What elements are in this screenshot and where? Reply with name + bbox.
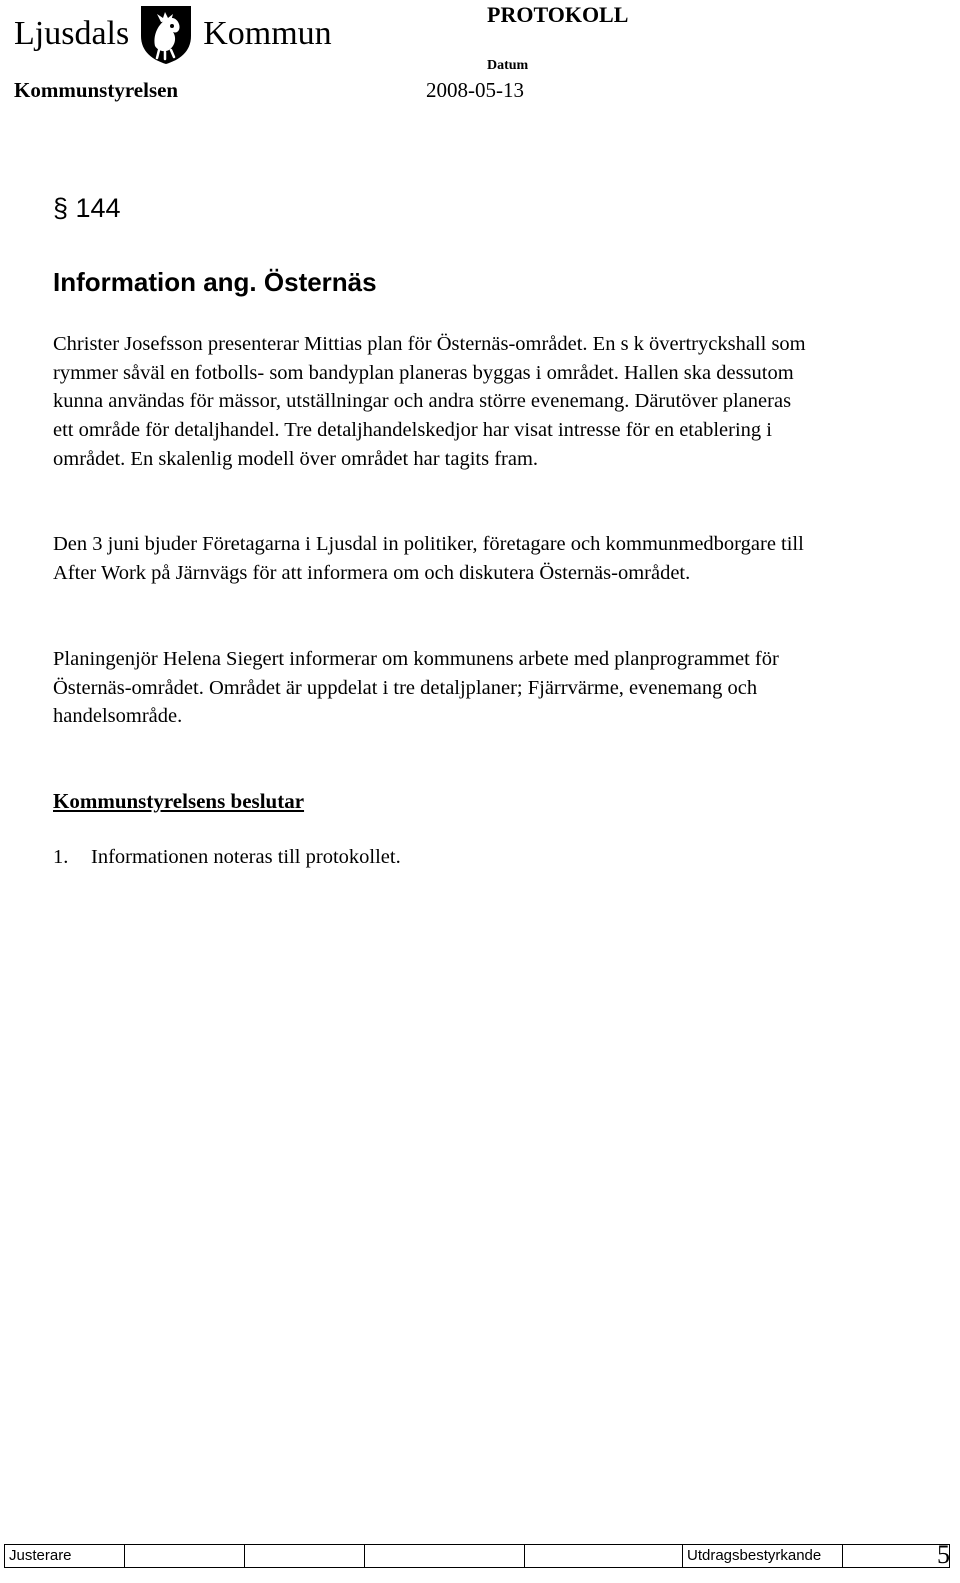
decision-list <box>53 843 401 871</box>
footer-cell <box>843 1545 949 1567</box>
document-type: PROTOKOLL <box>487 2 629 27</box>
logo-word-left: Ljusdals <box>14 15 130 52</box>
organization-name: Kommunstyrelsen <box>14 78 179 102</box>
footer-cell-utdragsbestyrkande: Utdragsbestyrkande <box>683 1545 843 1567</box>
body-paragraph: Christer Josefsson presenterar Mittias plan för Östernäs-området. En s k övertryckshall som rymmer såväl en fotbolls- som bandyplan planeras byggas i området. Hallen ska dessutom kunna användas för mässor, utställningar och andra större evenemang. Därutöver planeras ett område för detaljhandel. Tre detaljhandelskedjor har visat intresse för en etablering i området. En skalenlig modell över området har tagits fram. <box>53 333 806 470</box>
municipality-logo <box>14 2 332 66</box>
footer-cell <box>525 1545 683 1567</box>
signature-footer <box>4 1544 950 1568</box>
body-paragraph: Den 3 juni bjuder Företagarna i Ljusdal in politiker, företagare och kommunmedborgare till After Work på Järnvägs för att informera om och diskutera Östernäs-området. <box>53 533 804 584</box>
section-title: Information ang. Östernäs <box>53 267 377 297</box>
date-value: 2008-05-13 <box>426 78 524 102</box>
logo-word-right: Kommun <box>203 15 332 52</box>
footer-cell-justerare: Justerare <box>5 1545 125 1567</box>
footer-cell <box>365 1545 525 1567</box>
decision-text: Informationen noteras till protokollet. <box>91 846 401 868</box>
footer-cell <box>245 1545 365 1567</box>
section-number: § 144 <box>53 193 121 223</box>
date-label: Datum <box>487 58 529 73</box>
body-paragraph: Planingenjör Helena Siegert informerar om kommunens arbete med planprogrammet för Östernäs-området. Området är uppdelat i tre detaljplaner; Fjärrvärme, evenemang och handelsområde. <box>53 648 779 728</box>
decision-number: 1. <box>53 846 69 868</box>
decision-heading: Kommunstyrelsens beslutar <box>53 789 305 813</box>
footer-cell <box>125 1545 245 1567</box>
page-number: 5 <box>937 1540 950 1569</box>
decision-item <box>53 843 401 871</box>
crest-icon <box>137 2 195 66</box>
